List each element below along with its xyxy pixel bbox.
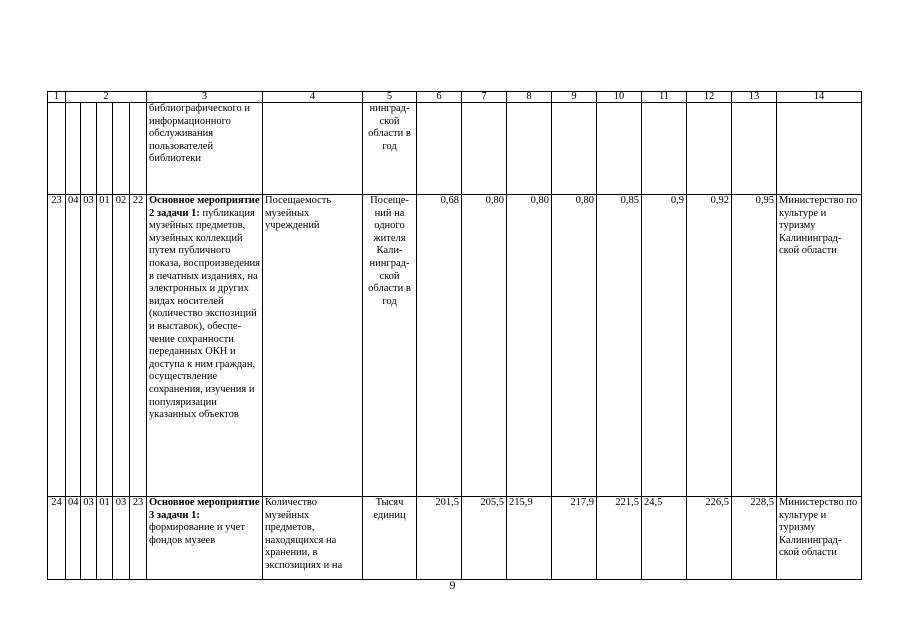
value-cell — [597, 103, 642, 195]
value-cell: 0,80 — [507, 195, 552, 497]
value-cell: 0,85 — [597, 195, 642, 497]
event-title: Основное мероприятие 3 задачи 1: — [149, 497, 260, 521]
code-cell: 01 — [97, 195, 113, 497]
header-cell: 14 — [777, 92, 862, 103]
row-number: 23 — [48, 195, 66, 497]
header-cell: 4 — [263, 92, 363, 103]
header-cell: 2 — [66, 92, 147, 103]
code-cell — [97, 103, 113, 195]
event-title: Основное мероприятие 2 задачи 1: — [149, 195, 260, 219]
code-cell: 01 — [97, 497, 113, 580]
code-cell — [66, 103, 81, 195]
value-cell: 215,9 — [507, 497, 552, 580]
value-cell: 217,9 — [552, 497, 597, 580]
header-cell: 9 — [552, 92, 597, 103]
table-row — [48, 497, 862, 580]
indicator-name: Посещаемость музейных учреждений — [263, 195, 363, 497]
value-cell — [687, 103, 732, 195]
value-cell: 0,80 — [462, 195, 507, 497]
value-cell: 0,68 — [417, 195, 462, 497]
code-cell: 22 — [130, 195, 147, 497]
header-cell: 13 — [732, 92, 777, 103]
responsible-cell: Министерство по культуре и туризму Калининград-ской области — [777, 195, 862, 497]
value-cell: 221,5 — [597, 497, 642, 580]
indicator-name: Количество музейных предметов, находящихся на хранении, в экспозициях и на — [263, 497, 363, 580]
value-cell — [642, 103, 687, 195]
header-cell: 7 — [462, 92, 507, 103]
header-cell: 10 — [597, 92, 642, 103]
value-cell: 0,95 — [732, 195, 777, 497]
value-cell: 24,5 — [642, 497, 687, 580]
value-cell — [552, 103, 597, 195]
code-cell: 04 — [66, 195, 81, 497]
value-cell: 201,5 — [417, 497, 462, 580]
event-description — [147, 103, 263, 195]
indicators-table — [47, 91, 862, 580]
value-cell — [732, 103, 777, 195]
event-text: формирование и учет фондов музеев — [149, 522, 245, 546]
indicator-name — [263, 103, 363, 195]
header-cell: 3 — [147, 92, 263, 103]
unit-cell: Тысяч единиц — [363, 497, 417, 580]
responsible-cell: Министерство по культуре и туризму Калининград-ской области — [777, 497, 862, 580]
row-number: 24 — [48, 497, 66, 580]
value-cell — [462, 103, 507, 195]
code-cell — [130, 103, 147, 195]
value-cell: 0,80 — [552, 195, 597, 497]
value-cell: 0,9 — [642, 195, 687, 497]
unit-cell: нинград-ской области в год — [363, 103, 417, 195]
code-cell: 03 — [113, 497, 130, 580]
page-number: 9 — [449, 578, 456, 592]
value-cell — [417, 103, 462, 195]
table-row — [48, 103, 862, 195]
table-row — [48, 195, 862, 497]
header-row — [48, 92, 862, 103]
header-cell: 8 — [507, 92, 552, 103]
header-cell: 12 — [687, 92, 732, 103]
code-cell: 03 — [81, 497, 97, 580]
value-cell: 205,5 — [462, 497, 507, 580]
code-cell — [113, 103, 130, 195]
code-cell: 02 — [113, 195, 130, 497]
row-number — [48, 103, 66, 195]
responsible-cell — [777, 103, 862, 195]
header-cell: 5 — [363, 92, 417, 103]
code-cell: 04 — [66, 497, 81, 580]
event-text: библиографического и информационного обслуживания пользователей библиотеки — [149, 103, 251, 165]
event-description — [147, 497, 263, 580]
event-text: публикация музейных предметов, музейных коллекций путем публичного показа, воспроизведения в печатных изданиях, на электронных и других видах носителей (количество экспозиций и выставок), обеспе-чение сохранности переданных ОКН и доступа к ним граждан, осуществление сохранения, изучения и популяризации указанных объектов — [149, 207, 260, 421]
value-cell: 0,92 — [687, 195, 732, 497]
value-cell: 228,5 — [732, 497, 777, 580]
code-cell: 03 — [81, 195, 97, 497]
unit-cell: Посеще-ний на одного жителя Кали-нинград-ской области в год — [363, 195, 417, 497]
value-cell — [507, 103, 552, 195]
header-cell: 6 — [417, 92, 462, 103]
code-cell: 23 — [130, 497, 147, 580]
header-cell: 11 — [642, 92, 687, 103]
value-cell: 226,5 — [687, 497, 732, 580]
header-cell: 1 — [48, 92, 66, 103]
event-description — [147, 195, 263, 497]
code-cell — [81, 103, 97, 195]
